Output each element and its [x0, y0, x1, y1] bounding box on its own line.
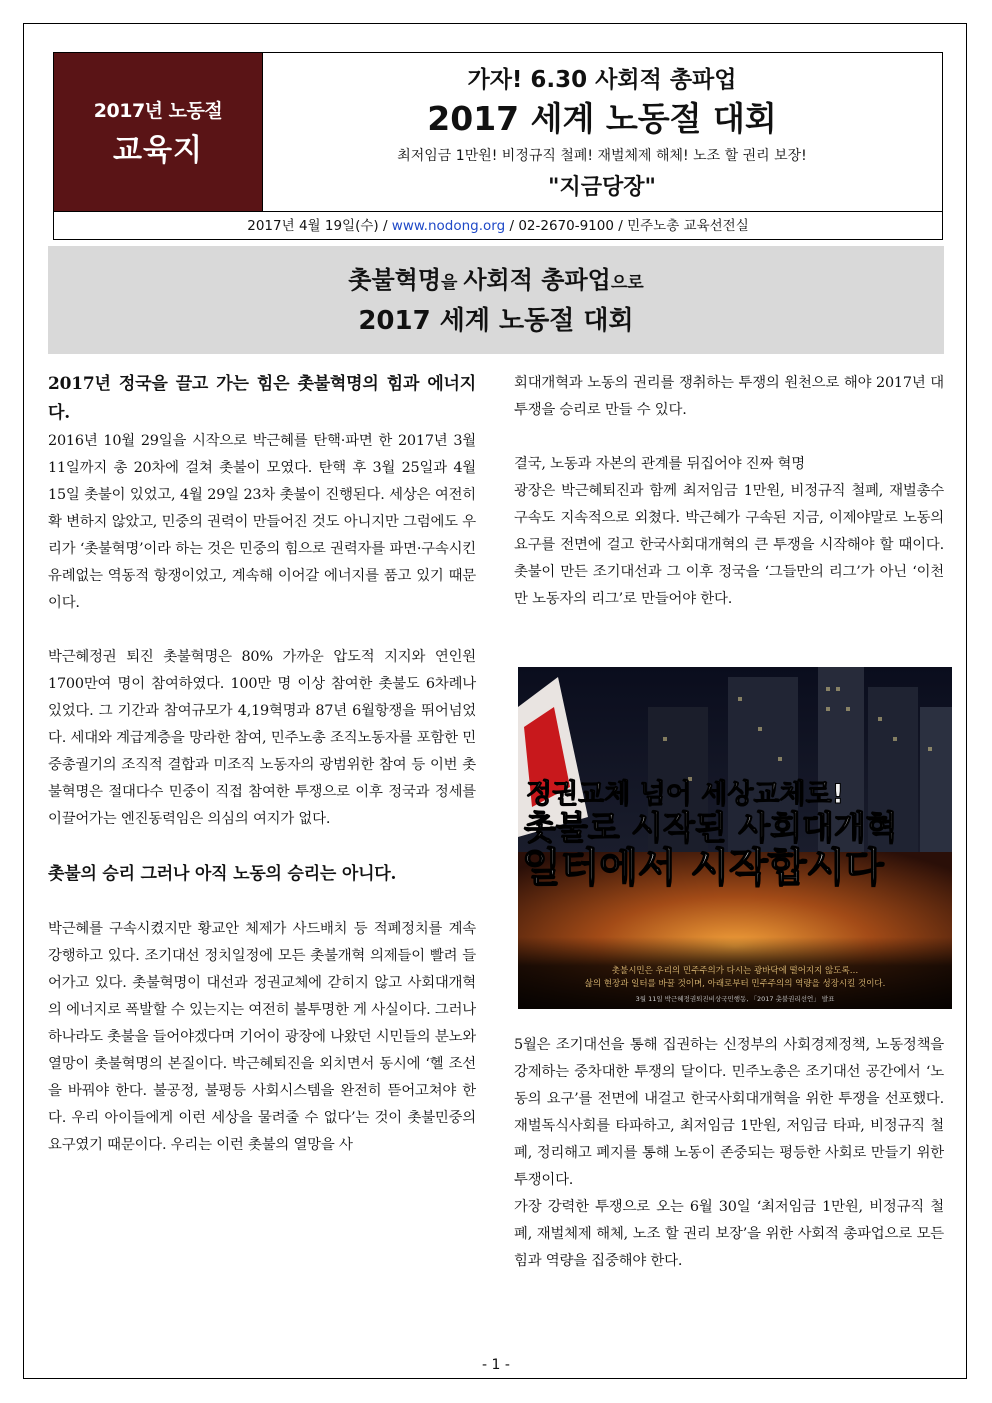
left-column [48, 370, 476, 1159]
right-column-lower [514, 1032, 944, 1275]
section-heading: 2017년 정국을 끌고 가는 힘은 촛불혁명의 힘과 에너지다. [48, 374, 476, 423]
title-block [262, 53, 942, 211]
banner-particle1: 을 [441, 273, 464, 293]
banner-line2: 2017 세계 노동절 대회 [358, 306, 634, 336]
info-contact: / 02-2670-9100 / 민주노총 교육선전실 [505, 218, 749, 234]
badge-year: 2017년 노동절 [93, 99, 223, 122]
demands-subtitle: 최저임금 1만원! 비정규직 철폐! 재벌체제 해체! 노조 할 권리 보장! [397, 148, 807, 164]
website-link[interactable]: www.nodong.org [391, 218, 506, 234]
section-heading: 촛불의 승리 그러나 아직 노동의 승리는 아니다. [48, 864, 397, 884]
edition-badge [54, 53, 263, 211]
headline-banner [48, 246, 944, 354]
rally-photo [518, 667, 952, 1009]
photo-caption-1: 촛불시민은 우리의 민주주의가 다시는 광바닥에 떨어지지 않도록… [611, 966, 859, 976]
paragraph: 광장은 박근혜퇴진과 함께 최저임금 1만원, 비정규직 철폐, 재벌총수 구속도 지속적으로 외쳤다. 박근혜가 구속된 지금, 이제야말로 노동의 요구를 전면에 걸고 한국사회대개혁의 큰 투쟁을 시작해야 할 때이다. 촛불이 만든 조기대선과 그 이후 정국을 ‘그들만의 리그’가 아닌 ‘이천만 노동자의 리그’로 만들어야 한다. [514, 483, 944, 607]
paragraph: 가장 강력한 투쟁으로 오는 6월 30일 ‘최저임금 1만원, 비정규직 철폐, 재벌체제 해체, 노조 할 권리 보장’을 위한 사회적 총파업으로 모든 힘과 역량을 집중해야 한다. [514, 1199, 944, 1269]
photo-caption-3: 3월 11일 박근혜정권퇴진비상국민행동, 「2017 촛불권리선언」 발표 [635, 995, 835, 1003]
banner-word1: 촛불혁명 [348, 266, 442, 294]
paragraph: 5월은 조기대선을 통해 집권하는 신정부의 사회경제정책, 노동정책을 강제하는 중차대한 투쟁의 달이다. 민주노총은 조기대선 공간에서 ‘노동의 요구’를 전면에 내걸고 한국사회대개혁을 위한 투쟁을 선포했다. 재벌독식사회를 타파하고, 최저임금 1만원, 저임금 타파, 비정규직 철폐, 정리해고 폐지를 통해 노동이 존중되는 평등한 사회로 만들기 위한 투쟁이다. [514, 1037, 944, 1188]
banner-line1 [48, 260, 944, 295]
masthead [53, 52, 943, 240]
badge-title: 교육지 [113, 132, 203, 168]
banner-particle2: 으로 [610, 273, 644, 293]
main-title: 2017 세계 노동절 대회 [427, 99, 777, 138]
info-bar [54, 211, 942, 240]
photo-slogan-1: 정권교체 넘어 세상교체로! [526, 779, 845, 810]
info-date: 2017년 4월 19일(수) / [247, 218, 392, 234]
banner-word2: 사회적 총파업 [463, 266, 611, 294]
page-number: - 1 - [482, 1357, 510, 1373]
paragraph: 2016년 10월 29일을 시작으로 박근혜를 탄핵·파면 한 2017년 3월 11일까지 총 20차에 걸쳐 촛불이 모였다. 탄핵 후 3월 25일과 4월 15일 촛불이 있었고, 4월 29일 23차 촛불이 진행된다. 세상은 여전히 확 변하지 않았고, 민중의 권력이 만들어진 것도 아니지만 그럼에도 우리가 ‘촛불혁명’이라 하는 것은 민중의 힘으로 권력자를 파면·구속시킨 유례없는 역동적 항쟁이었고, 계속해 이어갈 에너지를 품고 있기 때문이다. [48, 433, 476, 611]
paragraph: 회대개혁과 노동의 권리를 쟁취하는 투쟁의 원천으로 해야 2017년 대투쟁을 승리로 만들 수 있다. [514, 375, 944, 418]
photo-slogan-3: 일터에서 시작합시다 [522, 845, 884, 891]
paragraph: 박근혜를 구속시켰지만 황교안 체제가 사드배치 등 적폐정치를 계속 강행하고 있다. 조기대선 정치일정에 모든 촛불개혁 의제들이 빨려 들어가고 있다. 촛불혁명이 대선과 정권교체에 갇히지 않고 사회대개혁의 에너지로 폭발할 수 있는지는 여전히 불투명한 게 사실이다. 그러나 하나라도 촛불을 들어야겠다며 기어이 광장에 나왔던 시민들의 분노와 열망이 촛불혁명의 본질이다. 박근혜퇴진을 외치면서 동시에 ‘헬 조선을 바꿔야 한다. 불공정, 불평등 사회시스템을 완전히 뜯어고쳐야 한다. 우리 아이들에게 이런 세상을 물려줄 수 없다’는 것이 촛불민중의 요구였기 때문이다. 우리는 이런 촛불의 열망을 사 [48, 921, 476, 1153]
subheading: 결국, 노동과 자본의 관계를 뒤집어야 진짜 혁명 [514, 456, 805, 472]
right-column [514, 370, 944, 613]
paragraph: 박근혜정권 퇴진 촛불혁명은 80% 가까운 압도적 지지와 연인원 1700만여 명이 참여하였다. 100만 명 이상 참여한 촛불도 6차례나 있었다. 그 기간과 참여규모가 4,19혁명과 87년 6월항쟁을 뛰어넘었다. 세대와 계급계층을 망라한 참여, 민주노총 조직노동자를 포함한 민중총궐기의 조직적 결합과 미조직 노동자의 광범위한 참여 등 이번 촛불혁명은 절대다수 민중이 직접 참여한 투쟁으로 이후 정국과 정세를 이끌어가는 엔진동력임은 의심의 여지가 없다. [48, 649, 476, 827]
photo-caption-2: 삶의 현장과 일터를 바꿀 것이며, 아래로부터 민주주의의 역량을 성장시킬 것이다. [584, 979, 886, 989]
photo-slogan-2: 촛불로 시작된 사회대개혁 [524, 808, 898, 847]
slogan: "지금당장" [548, 175, 656, 200]
kicker-title: 가자! 6.30 사회적 총파업 [467, 67, 737, 93]
